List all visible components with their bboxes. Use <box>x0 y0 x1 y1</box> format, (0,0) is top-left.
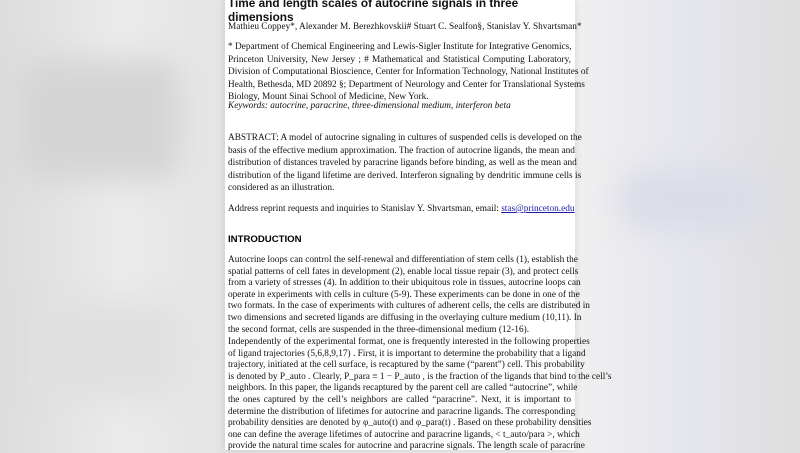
text-line: spatial patterns of cell fates in development (2), enable local tissue repair (3), and protect cells <box>228 266 579 277</box>
keywords <box>228 100 571 113</box>
address-text: Address reprint requests and inquiries to Stanislav Y. Shvartsman, email: <box>228 204 502 214</box>
text-line: one can define the average lifetimes of autocrine and paracrine ligands, < t_auto/para >, which <box>228 429 580 440</box>
text-line: operate in experiments with cells in culture (5-9). These experiments can be done in one of the <box>228 289 580 300</box>
text-line: Princeton University, New Jersey ; # Mathematical and Statistical Computing Laboratory, <box>228 54 571 65</box>
text-line: neighbors. In this paper, the ligands recaptured by the parent cell are called “autocrine”, while <box>228 383 578 394</box>
text-line: Independently of the experimental format, one is frequently interested in the following properties <box>228 337 590 347</box>
text-line: considered as an illustration. <box>228 183 335 194</box>
text-line: provide the natural time scales for autocrine and paracrine signals. The length scale of paracrine <box>228 441 585 452</box>
background-blur <box>20 60 180 180</box>
text-line: trajectory, initiated at the cell surface, is recaptured by the same (“parent”) cell. This probability <box>228 360 585 371</box>
text-line: distribution of the ligand lifetime are derived. Interferon signaling by dendritic immune cells is <box>228 170 582 181</box>
text-line: Biology, Mount Sinai School of Medicine, New York. <box>228 92 429 103</box>
text-line: basis of the effective medium approximation. The fraction of autocrine ligands, the mean and <box>228 145 575 156</box>
text-line: probability densities are denoted by φ_auto(t) and φ_para(t) . Based on these probability densities <box>228 418 592 429</box>
text-line: is denoted by P_auto . Clearly, P_para ≡ 1 − P_auto , is the fraction of the ligands that bind to the cell’s <box>228 371 612 382</box>
text-line: Autocrine loops can control the self-renewal and differentiation of stem cells (1), establish the <box>228 255 578 265</box>
background-blur <box>620 170 770 230</box>
background-blur <box>40 300 180 400</box>
text-line: * Department of Chemical Engineering and Lewis-Sigler Institute for Integrative Genomics, <box>228 42 572 52</box>
text-line: determine the distribution of lifetimes for autocrine and paracrine ligands. The corresponding <box>228 406 576 417</box>
address <box>228 203 575 216</box>
intro-paragraph-1 <box>228 255 590 336</box>
paper-page <box>225 0 612 452</box>
text-line: of ligand trajectories (5,6,8,9,17) . First, it is important to determine the probability that a ligand <box>228 348 586 359</box>
text-line: two dimensions and secreted ligands are diffusing in the overlaying culture medium (10,11). In <box>228 312 582 323</box>
text-line: Division of Computational Bioscience, Center for Information Technology, National Institutes of <box>228 67 589 78</box>
section-heading-introduction: INTRODUCTION <box>228 234 302 245</box>
authors <box>228 21 582 34</box>
text-line: two formats. In the case of experiments with cultures of adherent cells, the cells are distributed in <box>228 301 590 312</box>
abstract <box>228 132 582 195</box>
affiliations <box>228 41 589 104</box>
intro-paragraph-2 <box>228 337 612 453</box>
text-line: distribution of distances traveled by paracrine ligands before binding, as well as the mean and <box>228 158 577 169</box>
paper-title: Time and length scales of autocrine signals in three dimensions <box>228 0 519 24</box>
text-line: ABSTRACT: A model of autocrine signaling in cultures of suspended cells is developed on the <box>228 133 582 143</box>
keywords-line: Keywords: autocrine, paracrine, three-dimensional medium, interferon beta <box>228 101 511 111</box>
email-link[interactable]: stas@princeton.edu <box>501 204 575 214</box>
text-line: from a variety of stresses (4). In addition to their ubiquitous role in tissues, autocrine loops can <box>228 278 581 289</box>
text-line: Health, Bethesda, MD 20892 §; Department of Neurology and Center for Translational Systems <box>228 79 585 90</box>
text-line: the ones captured by the cell’s neighbors are called “paracrine”. Next, it is important to <box>228 394 571 405</box>
text-line: the second format, cells are suspended in the three-dimensional medium (12-16). <box>228 324 530 335</box>
authors-line: Mathieu Coppey*, Alexander M. Berezhkovskii# Stuart C. Sealfon§, Stanislav Y. Shvartsman* <box>228 22 582 32</box>
